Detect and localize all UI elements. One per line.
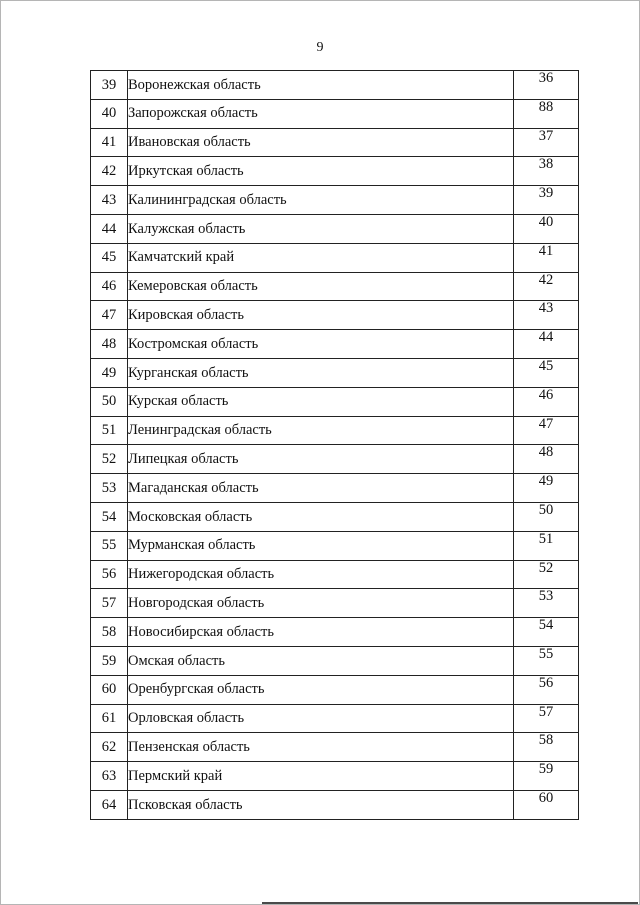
table-row bbox=[91, 474, 579, 503]
region-name-cell: Пензенская область bbox=[128, 733, 514, 762]
row-number-cell: 46 bbox=[91, 272, 128, 301]
table-row bbox=[91, 733, 579, 762]
region-code-cell: 44 bbox=[514, 330, 579, 359]
region-name-cell: Московская область bbox=[128, 502, 514, 531]
table-row bbox=[91, 358, 579, 387]
region-code-cell: 58 bbox=[514, 733, 579, 762]
region-code-cell: 45 bbox=[514, 358, 579, 387]
region-code-cell: 38 bbox=[514, 157, 579, 186]
table-row bbox=[91, 790, 579, 819]
table-row bbox=[91, 214, 579, 243]
region-name-cell: Орловская область bbox=[128, 704, 514, 733]
row-number-cell: 40 bbox=[91, 99, 128, 128]
region-code-cell: 48 bbox=[514, 445, 579, 474]
region-name-cell: Новгородская область bbox=[128, 589, 514, 618]
row-number-cell: 64 bbox=[91, 790, 128, 819]
region-code-cell: 39 bbox=[514, 186, 579, 215]
row-number-cell: 54 bbox=[91, 502, 128, 531]
table-row bbox=[91, 243, 579, 272]
row-number-cell: 60 bbox=[91, 675, 128, 704]
region-code-cell: 60 bbox=[514, 790, 579, 819]
page-number: 9 bbox=[316, 40, 324, 55]
row-number-cell: 63 bbox=[91, 762, 128, 791]
row-number-cell: 61 bbox=[91, 704, 128, 733]
table-row bbox=[91, 301, 579, 330]
table-row bbox=[91, 589, 579, 618]
table-row bbox=[91, 330, 579, 359]
table-row bbox=[91, 531, 579, 560]
region-name-cell: Камчатский край bbox=[128, 243, 514, 272]
region-name-cell: Нижегородская область bbox=[128, 560, 514, 589]
table-row bbox=[91, 618, 579, 647]
row-number-cell: 44 bbox=[91, 214, 128, 243]
region-code-cell: 47 bbox=[514, 416, 579, 445]
region-name-cell: Калужская область bbox=[128, 214, 514, 243]
table-row bbox=[91, 675, 579, 704]
row-number-cell: 47 bbox=[91, 301, 128, 330]
region-name-cell: Мурманская область bbox=[128, 531, 514, 560]
region-name-cell: Псковская область bbox=[128, 790, 514, 819]
region-code-cell: 41 bbox=[514, 243, 579, 272]
row-number-cell: 55 bbox=[91, 531, 128, 560]
region-code-cell: 40 bbox=[514, 214, 579, 243]
region-code-cell: 37 bbox=[514, 128, 579, 157]
table-row bbox=[91, 99, 579, 128]
table-row bbox=[91, 272, 579, 301]
table-row bbox=[91, 157, 579, 186]
row-number-cell: 59 bbox=[91, 646, 128, 675]
row-number-cell: 62 bbox=[91, 733, 128, 762]
region-name-cell: Кемеровская область bbox=[128, 272, 514, 301]
row-number-cell: 42 bbox=[91, 157, 128, 186]
region-name-cell: Пермский край bbox=[128, 762, 514, 791]
table-row bbox=[91, 646, 579, 675]
row-number-cell: 48 bbox=[91, 330, 128, 359]
region-name-cell: Курганская область bbox=[128, 358, 514, 387]
region-code-cell: 36 bbox=[514, 71, 579, 100]
region-name-cell: Липецкая область bbox=[128, 445, 514, 474]
region-code-cell: 59 bbox=[514, 762, 579, 791]
region-code-cell: 46 bbox=[514, 387, 579, 416]
table-row bbox=[91, 186, 579, 215]
region-code-cell: 42 bbox=[514, 272, 579, 301]
table-row bbox=[91, 445, 579, 474]
row-number-cell: 51 bbox=[91, 416, 128, 445]
region-code-cell: 55 bbox=[514, 646, 579, 675]
row-number-cell: 41 bbox=[91, 128, 128, 157]
table-row bbox=[91, 416, 579, 445]
table-row bbox=[91, 762, 579, 791]
region-code-cell: 49 bbox=[514, 474, 579, 503]
table-row bbox=[91, 560, 579, 589]
region-code-cell: 52 bbox=[514, 560, 579, 589]
scan-edge-line bbox=[262, 902, 638, 904]
region-name-cell: Новосибирская область bbox=[128, 618, 514, 647]
table-row bbox=[91, 128, 579, 157]
region-name-cell: Калининградская область bbox=[128, 186, 514, 215]
regions-table bbox=[90, 70, 579, 820]
table-row bbox=[91, 387, 579, 416]
region-code-cell: 54 bbox=[514, 618, 579, 647]
region-name-cell: Ивановская область bbox=[128, 128, 514, 157]
row-number-cell: 52 bbox=[91, 445, 128, 474]
region-code-cell: 57 bbox=[514, 704, 579, 733]
region-code-cell: 43 bbox=[514, 301, 579, 330]
region-name-cell: Оренбургская область bbox=[128, 675, 514, 704]
region-name-cell: Костромская область bbox=[128, 330, 514, 359]
region-name-cell: Омская область bbox=[128, 646, 514, 675]
row-number-cell: 39 bbox=[91, 71, 128, 100]
region-name-cell: Магаданская область bbox=[128, 474, 514, 503]
row-number-cell: 58 bbox=[91, 618, 128, 647]
region-name-cell: Курская область bbox=[128, 387, 514, 416]
region-code-cell: 56 bbox=[514, 675, 579, 704]
row-number-cell: 43 bbox=[91, 186, 128, 215]
region-name-cell: Воронежская область bbox=[128, 71, 514, 100]
table-row bbox=[91, 704, 579, 733]
region-code-cell: 50 bbox=[514, 502, 579, 531]
row-number-cell: 45 bbox=[91, 243, 128, 272]
region-name-cell: Иркутская область bbox=[128, 157, 514, 186]
region-code-cell: 53 bbox=[514, 589, 579, 618]
region-name-cell: Кировская область bbox=[128, 301, 514, 330]
row-number-cell: 49 bbox=[91, 358, 128, 387]
row-number-cell: 50 bbox=[91, 387, 128, 416]
row-number-cell: 56 bbox=[91, 560, 128, 589]
region-code-cell: 88 bbox=[514, 99, 579, 128]
regions-table-body bbox=[91, 71, 579, 820]
row-number-cell: 53 bbox=[91, 474, 128, 503]
region-name-cell: Ленинградская область bbox=[128, 416, 514, 445]
region-code-cell: 51 bbox=[514, 531, 579, 560]
row-number-cell: 57 bbox=[91, 589, 128, 618]
region-name-cell: Запорожская область bbox=[128, 99, 514, 128]
table-row bbox=[91, 71, 579, 100]
table-row bbox=[91, 502, 579, 531]
